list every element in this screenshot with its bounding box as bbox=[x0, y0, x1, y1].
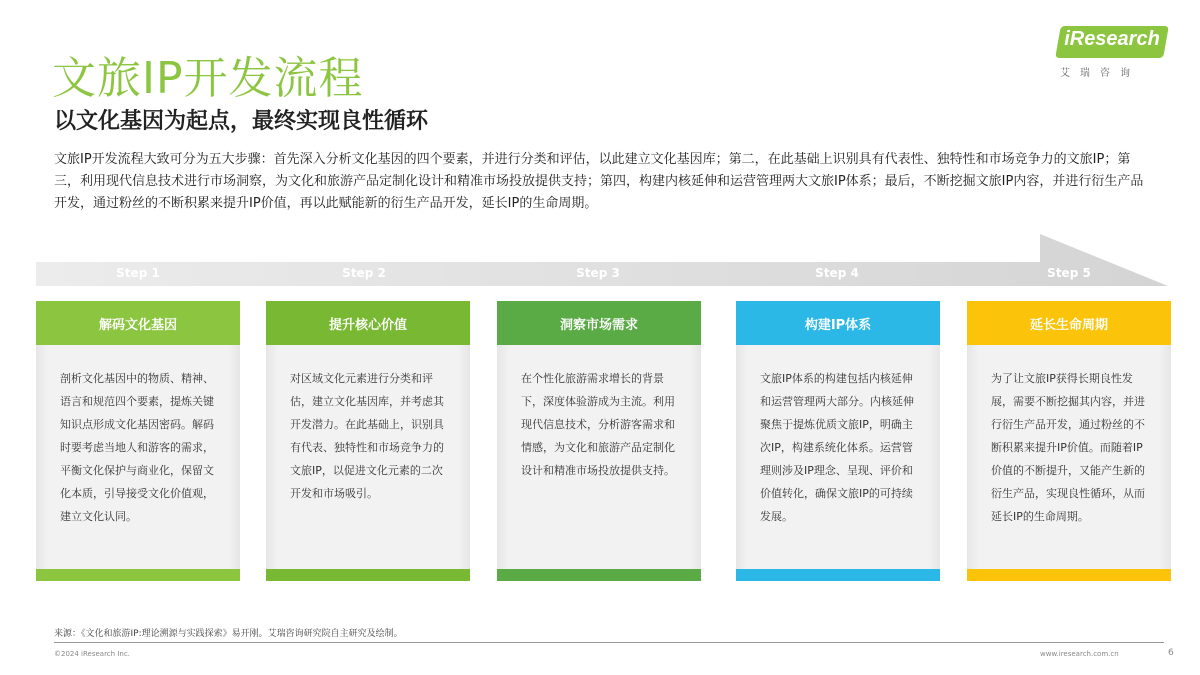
footer-divider bbox=[54, 642, 1164, 643]
step-card-header: 延长生命周期 bbox=[967, 301, 1171, 345]
step-label-1: Step 1 bbox=[116, 266, 160, 280]
step-card-footer-bar bbox=[266, 569, 470, 581]
step-card-body bbox=[967, 345, 1171, 569]
step-card-body bbox=[36, 345, 240, 569]
page-title: 文旅IP开发流程 bbox=[52, 53, 364, 104]
step-card-footer-bar bbox=[36, 569, 240, 581]
iresearch-logo bbox=[1056, 26, 1176, 82]
step-arrow-bar bbox=[0, 234, 1200, 294]
intro-paragraph: 文旅IP开发流程大致可分为五大步骤：首先深入分析文化基因的四个要素，并进行分类和评估，以此建立文化基因库；第二，在此基础上识别具有代表性、独特性和市场竞争力的文旅IP；第三，利用现代信息技术进行市场洞察，为文化和旅游产品定制化设计和精准市场投放提供支持；第四，构建内核延伸和运营管理两大文旅IP体系；最后，不断挖掘文旅IP内容，并进行衍生产品开发，通过粉丝的不断积累来提升IP价值，再以此赋能新的衍生产品开发，延长IP的生命周期。 bbox=[54, 152, 1144, 211]
step-card-header: 提升核心价值 bbox=[266, 301, 470, 345]
step-card-text: 在个性化旅游需求增长的背景下，深度体验游成为主流。利用现代信息技术，分析游客需求和情感，为文化和旅游产品定制化设计和精准市场投放提供支持。 bbox=[521, 372, 675, 477]
step-card-4 bbox=[736, 301, 940, 581]
logo-text: iResearch bbox=[1064, 28, 1160, 50]
step-card-5 bbox=[967, 301, 1171, 581]
step-card-header: 构建IP体系 bbox=[736, 301, 940, 345]
step-label-3: Step 3 bbox=[576, 266, 620, 280]
step-card-body bbox=[497, 345, 701, 569]
step-card-header: 洞察市场需求 bbox=[497, 301, 701, 345]
page-subtitle: 以文化基因为起点，最终实现良性循环 bbox=[54, 109, 429, 134]
step-card-body bbox=[266, 345, 470, 569]
step-card-3 bbox=[497, 301, 701, 581]
website-link[interactable]: www.iresearch.com.cn bbox=[1040, 650, 1119, 658]
step-card-text: 文旅IP体系的构建包括内核延伸和运营管理两大部分。内核延伸聚焦于提炼优质文旅IP，明确主次IP，构建系统化体系。运营管理则涉及IP理念、呈现、评价和价值转化，确保文旅IP的可持续发展。 bbox=[760, 372, 914, 523]
step-card-text: 为了让文旅IP获得长期良性发展，需要不断挖掘其内容，并进行衍生产品开发，通过粉丝的不断积累来提升IP价值。而随着IP价值的不断提升，又能产生新的衍生产品，实现良性循环，从而延长IP的生命周期。 bbox=[991, 372, 1145, 523]
step-card-header: 解码文化基因 bbox=[36, 301, 240, 345]
step-card-footer-bar bbox=[497, 569, 701, 581]
logo-subtitle: 艾瑞咨询 bbox=[1060, 68, 1140, 79]
step-card-text: 对区域文化元素进行分类和评估，建立文化基因库，并考虑其开发潜力。在此基础上，识别具有代表、独特性和市场竞争力的文旅IP，以促进文化元素的二次开发和市场吸引。 bbox=[290, 372, 444, 500]
step-card-2 bbox=[266, 301, 470, 581]
page-number: 6 bbox=[1168, 648, 1174, 658]
step-label-5: Step 5 bbox=[1047, 266, 1091, 280]
step-card-body bbox=[736, 345, 940, 569]
step-label-2: Step 2 bbox=[342, 266, 386, 280]
step-card-footer-bar bbox=[967, 569, 1171, 581]
step-card-text: 剖析文化基因中的物质、精神、语言和规范四个要素，提炼关键知识点形成文化基因密码。解码时要考虑当地人和游客的需求，平衡文化保护与商业化，保留文化本质，引导接受文化价值观，建立文化认同。 bbox=[60, 372, 214, 523]
step-card-footer-bar bbox=[736, 569, 940, 581]
copyright: ©2024 iResearch Inc. bbox=[54, 650, 130, 658]
step-label-4: Step 4 bbox=[815, 266, 859, 280]
source-note: 来源：《文化和旅游IP:理论溯源与实践探索》易开刚。艾瑞咨询研究院自主研究及绘制。 bbox=[54, 629, 403, 639]
step-card-1 bbox=[36, 301, 240, 581]
